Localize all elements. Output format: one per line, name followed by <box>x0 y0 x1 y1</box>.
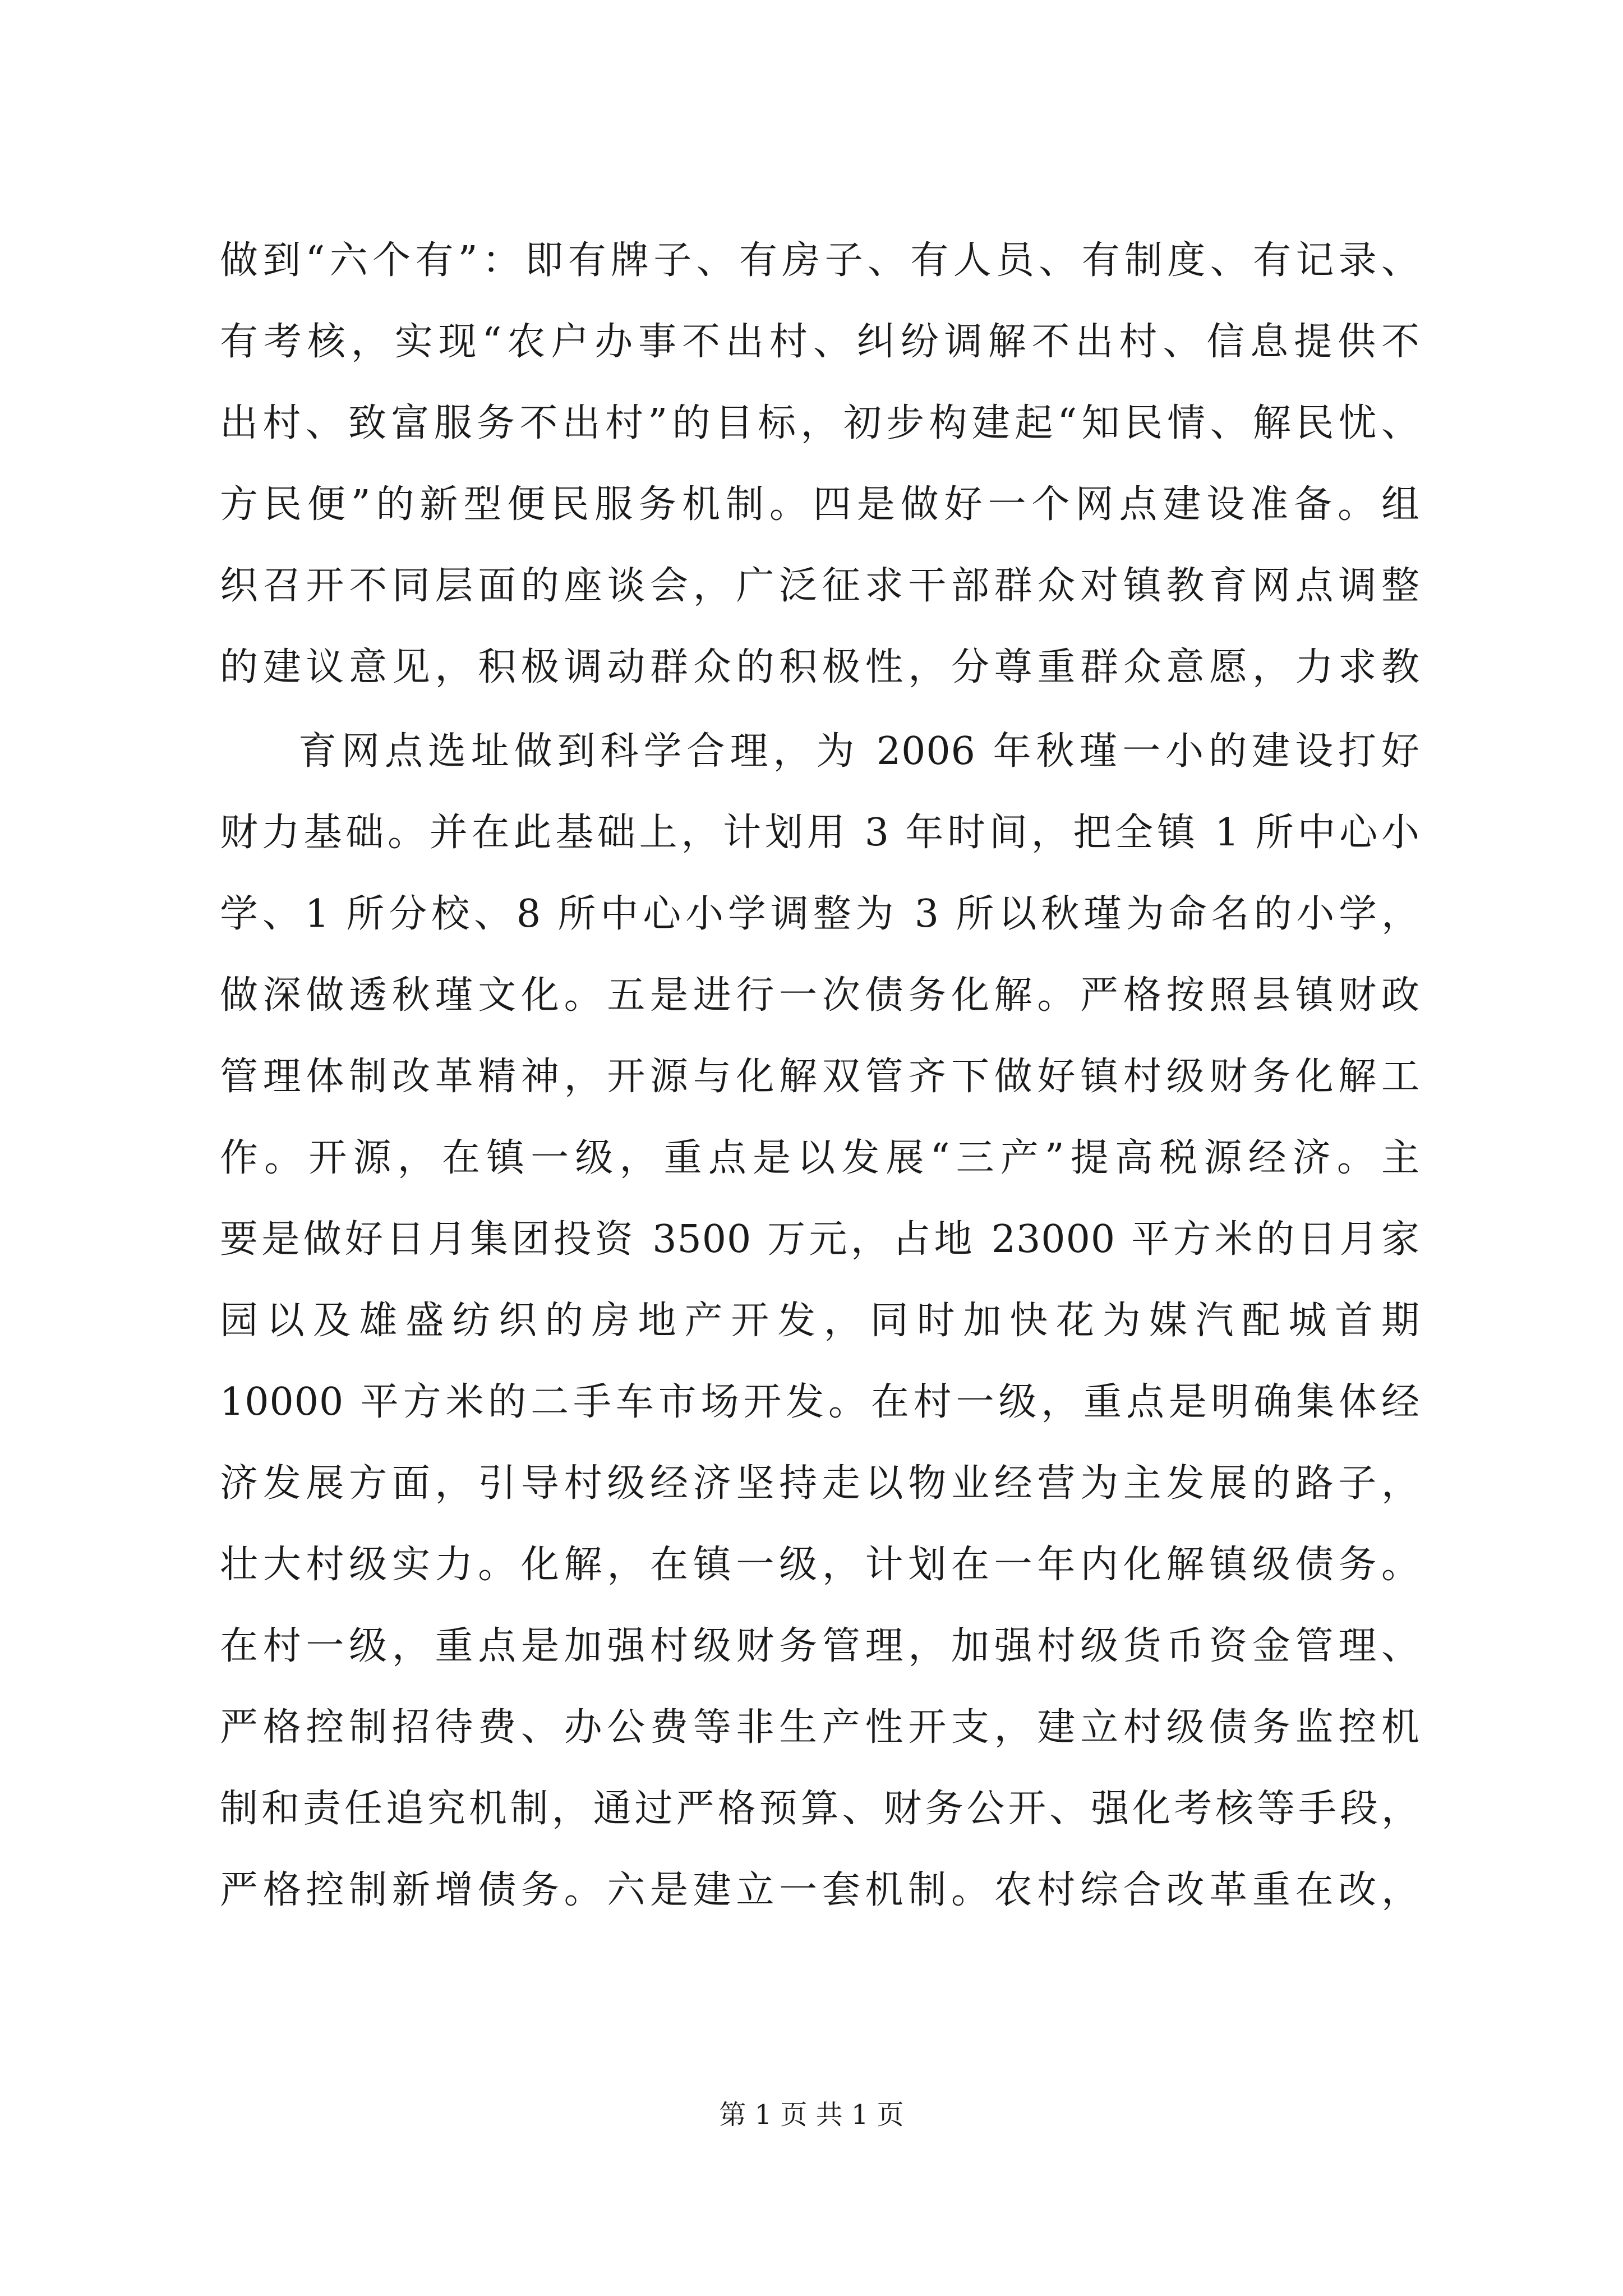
body-text-line: 做深做透秋瑾文化。五是进行一次债务化解。严格按照县镇财政 <box>220 973 1420 1018</box>
body-text-line: 严格控制招待费、办公费等非生产性开支，建立村级债务监控机 <box>220 1705 1420 1750</box>
body-text-line: 壮大村级实力。化解，在镇一级，计划在一年内化解镇级债务。 <box>220 1543 1420 1587</box>
body-text-line: 做到“六个有”：即有牌子、有房子、有人员、有制度、有记录、 <box>220 238 1420 283</box>
body-text-line: 严格控制新增债务。六是建立一套机制。农村综合改革重在改， <box>220 1868 1420 1912</box>
body-text-line: 管理体制改革精神，开源与化解双管齐下做好镇村级财务化解工 <box>220 1055 1420 1099</box>
body-text-line: 有考核，实现“农户办事不出村、纠纷调解不出村、信息提供不 <box>220 320 1420 364</box>
body-text-line: 育网点选址做到科学合理，为 2006 年秋瑾一小的建设打好 <box>298 729 1420 774</box>
body-text-line: 织召开不同层面的座谈会，广泛征求干部群众对镇教育网点调整 <box>220 564 1420 608</box>
body-text-line: 的建议意见，积极调动群众的积极性，分尊重群众意愿，力求教 <box>220 645 1420 689</box>
body-text-line: 济发展方面，引导村级经济坚持走以物业经营为主发展的路子， <box>220 1461 1420 1506</box>
body-text-line: 财力基础。并在此基础上，计划用 3 年时间，把全镇 1 所中心小 <box>220 811 1420 855</box>
body-text-line: 方民便”的新型便民服务机制。四是做好一个网点建设准备。组 <box>220 482 1420 527</box>
page-footer: 第 1 页 共 1 页 <box>719 2099 904 2131</box>
body-text-line: 出村、致富服务不出村”的目标，初步构建起“知民情、解民忧、 <box>220 401 1420 445</box>
body-text-line: 要是做好日月集团投资 3500 万元，占地 23000 平方米的日月家 <box>220 1217 1420 1262</box>
body-text-line: 制和责任追究机制，通过严格预算、财务公开、强化考核等手段， <box>220 1787 1420 1831</box>
body-text-line: 在村一级，重点是加强村级财务管理，加强村级货币资金管理、 <box>220 1624 1420 1668</box>
body-text-line: 学、1 所分校、8 所中心小学调整为 3 所以秋瑾为命名的小学， <box>220 892 1420 936</box>
body-text-line: 园以及雄盛纺织的房地产开发，同时加快花为媒汽配城首期 <box>220 1299 1420 1343</box>
body-text-line: 作。开源，在镇一级，重点是以发展“三产”提高税源经济。主 <box>220 1136 1420 1180</box>
body-text-line: 10000 平方米的二手车市场开发。在村一级，重点是明确集体经 <box>220 1380 1420 1424</box>
